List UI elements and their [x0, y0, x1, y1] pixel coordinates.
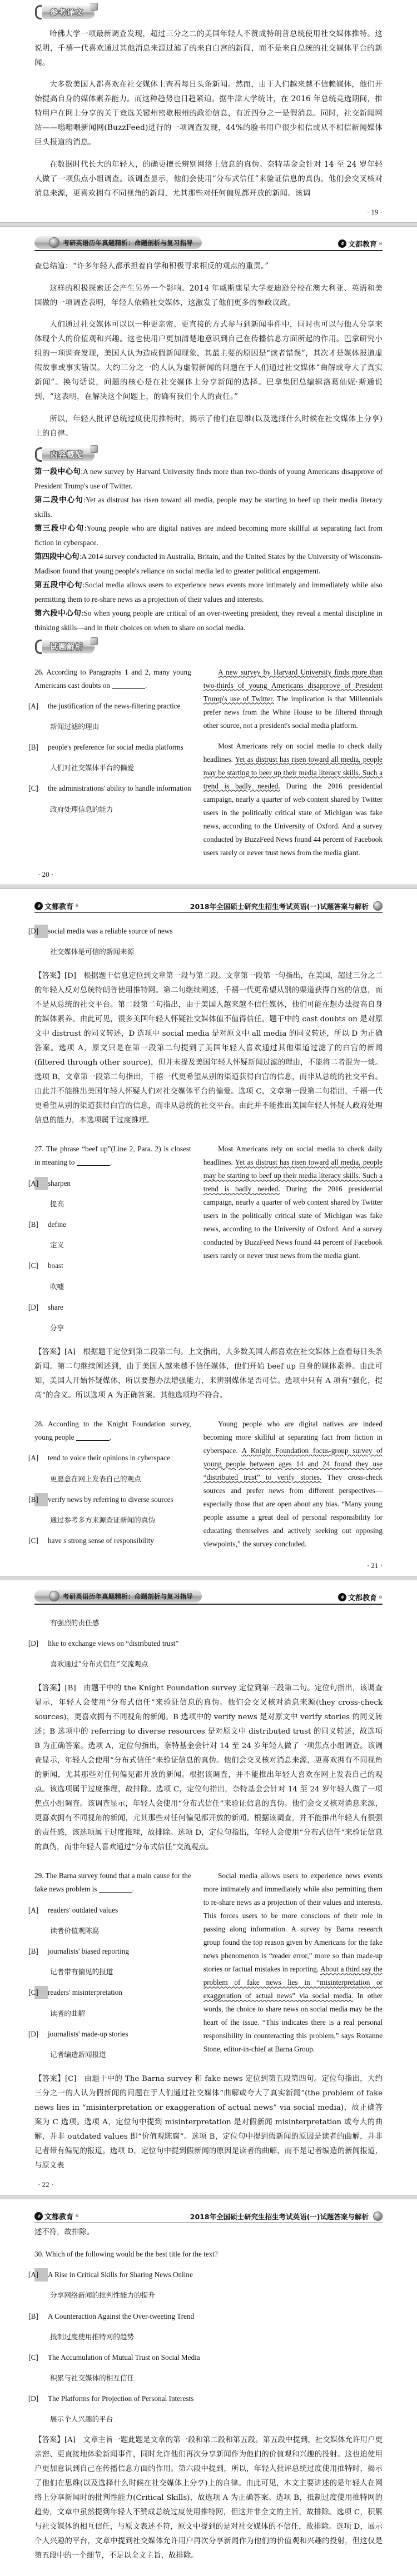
question-29-answer: 【答案】[C] 由题干中的 The Barna survey 和 fake news 定位到第五段第四句。定位句指出，大约三分之一的人认为假新闻的问题在于人们通过社交媒体“曲解或夸大了真实新闻”(the problem of fake news lies in “misinterpretation or exaggeration of actual news” via social media)，故正确答案为 C 选项。选项 A，定位句中提到 misinterpretation 是对假新闻 misinterpretation 或夸大的曲解，并非 outdated values 即“价值观陈腐”。选项 B，定位句中提到假新闻的原因是读者的曲解，并非记者带有偏见的报道。选项 D，定位句中提到假新闻的原因是读者的曲解，而不是记者编造的新闻报道，与原文表 — [34, 2074, 383, 2170]
option-text: boast — [48, 1261, 63, 1270]
running-head-rule — [34, 912, 383, 913]
option-d[interactable] — [28, 2392, 383, 2405]
question-28-stem-text: 28. According to the Knight Foundation survey, young people — [34, 1420, 191, 1442]
overview-item: 第五段中心句:Social media allows users to experience news events more intimately and immediately while also permitting them to re-share news as a projection of their values and interests. — [34, 581, 383, 604]
running-head-right — [0, 895, 417, 911]
question-28-right-column — [203, 1410, 383, 1558]
option-tag: [A] — [28, 1454, 39, 1462]
evidence-tail-text: They cross-check sources and prefer news from different perspectives—especially those that are open about any bias. “Many young people assume a great deal of personal responsibility for educating themselves and actively seeking out opposing viewpoints,” the survey concluded. — [203, 1473, 383, 1549]
option-a[interactable] — [28, 1904, 191, 1917]
evidence-tail-text: The implication is that Millennials prefer news from the White House to be filtered through other source, not a president's social media platform. — [203, 694, 383, 730]
option-text: tend to voice their opinions in cyberspace — [48, 1454, 170, 1462]
option-text: verify news by referring to diverse sources — [48, 1495, 173, 1504]
brand-name: 文都教育 — [44, 902, 74, 911]
option-b-translation: 通过参考多方来源查证新闻的真伪 — [50, 1515, 155, 1524]
question-27-answer: 【答案】[A] 根据题干定位到第二段第二句。上文指出，大多数美国人都喜欢在社交媒体上查看每日头条新闻。第二句继续阐述到，由于美国人越来越不信任媒体，他们开始 beef up 自身的媒体素养。由此可知，美国人开始怀疑媒体，所以要想办法增强能力，来辨别媒体是否可信。选项中只有 A 项有“强化，提高”的含义。所以选项 A 为正确答案。其他选项均不符合。 — [34, 1347, 383, 1400]
page-number-19: · 19 · — [366, 208, 383, 217]
option-d-translation: 展示个人兴趣的平台 — [50, 2415, 113, 2424]
option-c-translation: 吹嘘 — [50, 1282, 64, 1291]
banner-label: 试题解析 — [42, 640, 95, 653]
translation-paragraph-2: 大多数美国人都喜欢在社交媒体上查看每日头条新闻。然而，由于人们越来越不信赖媒体，他们开始提高自身的媒体素养能力。而这种趋势也日趋紧迫。据牛津大学统计，在 2016 年总统竞选期间，推特用户在网上分享的关于竞选关键州密歇根州的政治信息，有近四分之一是假消息。同时，社交新闻网站——嗡嗡喂新闻网(BuzzFeed)进行的一项调查发现，44%的脸书用户很少相信或从不相信新闻媒体巨头报道的消息。 — [34, 80, 383, 147]
evidence-paragraph — [203, 1869, 383, 2056]
option-b[interactable] — [28, 741, 191, 754]
brand-name: 文都教育 — [348, 241, 377, 249]
option-tag: [C] — [28, 784, 38, 793]
stem-period: . — [132, 1885, 135, 1894]
option-tag: [C] — [34, 1986, 48, 1999]
option-text: readers' misinterpretation — [48, 1988, 122, 1997]
option-d-translation: 喜欢通过“分布式信任”交流观点 — [50, 1660, 148, 1669]
option-d-translation: 分享 — [50, 1323, 64, 1332]
banner-content-overview — [34, 448, 383, 461]
page-19 — [0, 0, 417, 222]
brand-registered-mark: ® — [379, 241, 383, 246]
overview-label: 第二段中心句 — [34, 496, 84, 505]
option-tag: [D] — [28, 2394, 39, 2403]
option-c-translation: 政府处理信息的能力 — [50, 805, 113, 813]
running-head-rule — [34, 250, 383, 251]
page-23 — [0, 2199, 417, 2576]
running-head-title: 考研英语历年真题精析：命题剖析与复习指导 — [63, 1592, 193, 1600]
option-tag: [B] — [34, 1493, 48, 1506]
option-b[interactable] — [28, 1218, 191, 1231]
answer-blank[interactable] — [99, 1892, 132, 1893]
question-29-left-column — [28, 1862, 191, 2068]
banner-question-analysis — [34, 640, 383, 653]
evidence-wavy-text: Yet as distrust has risen toward all media, people may be starting to beer up their media literacy skills. Such a trend is badly needed. — [203, 755, 383, 790]
evidence-paragraph-2 — [203, 740, 383, 860]
brand-mark-icon: ⌽ — [338, 239, 346, 248]
option-tag: [C] — [28, 1261, 38, 1270]
overview-label: 第四段中心句 — [34, 552, 80, 562]
option-c[interactable] — [28, 1534, 191, 1547]
seal-icon — [373, 901, 383, 911]
answer-blank[interactable] — [112, 688, 145, 689]
evidence-tail-text: During the 2016 presidential campaign, nearly a quarter of web content shared by Twitter users in the politically critical state of Michigan was fake news, according to the University of Oxford. And a survey conducted by BuzzFeed News found 44 percent of Facebook users rarely or never trust news from the media giant. — [203, 781, 383, 857]
option-tag: [A] — [28, 1905, 39, 1914]
brand-mark-icon: ⌽ — [34, 2212, 43, 2220]
translation-paragraph-continued: 查总结道：“许多年轻人都承担着自学和积极寻求相反的观点的重责。” — [34, 261, 269, 271]
question-26 — [28, 658, 383, 867]
option-tag: [D] — [34, 925, 48, 938]
option-a-translation: 提高 — [50, 1199, 64, 1208]
overview-text: A new survey by Harvard University finds more than two-thirds of young Americans disapprove of President Trump's use of Twitter. — [34, 467, 383, 491]
brand-mark-icon: ⌽ — [338, 1593, 346, 1601]
banner-label: 内容概览 — [42, 448, 95, 461]
option-tag: [B] — [28, 1947, 38, 1956]
question-30-stem: 30. Which of the following would be the best title for the text? — [34, 2249, 218, 2258]
stem-period: . — [109, 1433, 112, 1442]
question-28-left-column-continued — [28, 1609, 191, 1678]
evidence-paragraph — [203, 1142, 383, 1262]
question-28-answer: 【答案】[B] 由题干中的 the Knight Foundation survey 定位到第三段第二句。定位句指出，该调查显示，年轻人会使用“分布式信任”来验证信息的真伪。他们会交叉核对消息来源(they cross-check sources)，更喜欢拥有不同视角的新闻。B 选项中的 verify news 是对原文中 verify stories 的同义转述；B 选项中的 referring to diverse resources 是对原文中 distributed trust 的同义转述，故选项 B 为正确答案。选项 A，定位句指出，奈特基金会针对 14 至 24 岁年轻人做了一项焦点小组调查。该调查显示，年轻人会使用“分布式信任”来验证信息的真伪。他们会交叉核对消息来源，更喜欢拥有不同视角的新闻，尤其那些对任何偏见都开放的新闻。根据该调查，并不能推出年轻人喜欢在网上发表自己的观点。该选项属于过度推理，故排除。选项 C，定位句指出，奈特基金会针对 14 至 24 岁年轻人做了一项焦点小组调查。该调查显示，年轻人会使用“分布式信任”来验证信息的真伪。他们会交叉核对消息来源，更喜欢拥有不同视角的新闻，尤其那些对任何偏见都开放的新闻。根据该调查，并不能推出年轻人有很强的责任感，该选项属于过度推理，故排除。选项 D，定位句指出，年轻人会使用“分布式信任”来验证信息的真伪，而非年轻人喜欢通过“分布式信任”交流观点。 — [34, 1684, 383, 1851]
page-gap — [0, 1576, 417, 1580]
option-text: The Accumulation of Mutual Trust on Social Media — [48, 2353, 200, 2362]
running-head-title: 考研英语历年真题精析：命题剖析与复习指导 — [63, 238, 193, 247]
page-21 — [0, 889, 417, 1576]
option-d-translation: 社交媒体是可信的新闻来源 — [50, 947, 135, 956]
option-text: sharpen — [48, 1179, 71, 1187]
evidence-wavy-text: Yet as distrust has risen toward all media, people may be starting to beef up their media literacy skills. Such a trend is badly needed. — [203, 1158, 383, 1194]
option-tag: [D] — [28, 1302, 39, 1311]
option-tag: [A] — [34, 1177, 48, 1190]
option-tag: [B] — [28, 743, 38, 752]
option-b-translation: 记者带有偏见的报道 — [50, 1968, 113, 1976]
question-26-continued — [28, 917, 383, 966]
translation-paragraph-6: 所以，年轻人批评总统过度使用推特时，揭示了他们在思维(以及选择什么时候在社交媒体上分享)上的自律。 — [34, 414, 383, 438]
page-gap — [0, 222, 417, 227]
brand-name: 文都教育 — [44, 2213, 74, 2221]
brand-logo — [34, 2211, 79, 2221]
overview-item: 第一段中心句:A new survey by Harvard University finds more than two-thirds of young Americans disapprove of President Trump's use of Twitter. — [34, 467, 383, 491]
overview-label: 第六段中心句 — [34, 609, 82, 618]
evidence-tail-text: In other words, the choice to share news on social media may be the heart of the issue. “This indicates there is a real personal responsibility in counteracting this problem,” says Roxanne Stone, editor-in-chief at Barna Group. — [203, 1991, 383, 2054]
brand-registered-mark: ® — [75, 903, 80, 908]
running-head-title: 2018年全国硕士研究生招生考试英语(一)试题答案与解析 — [190, 902, 369, 911]
overview-label: 第一段中心句 — [34, 467, 81, 477]
overview-text: So when young people are critical of an over-tweeting president, they reveal a mental discipline in thinking skills—and in their choices on when to share on social media. — [34, 609, 383, 632]
option-tag: [C] — [28, 1536, 38, 1545]
option-tag: [A] — [28, 701, 39, 710]
evidence-wavy-text: A Knight Foundation focus-group survey of young people between ages 14 and 24 found they use “distributed trust” to verify stories. — [203, 1446, 383, 1482]
running-head-title: 2018年全国硕士研究生招生考试英语(一)试题答案与解析 — [190, 2212, 369, 2221]
running-head-left — [0, 1586, 417, 1602]
option-c-translation: 有强烈的责任感 — [50, 1618, 100, 1627]
option-text: social media was a reliable source of news — [48, 927, 173, 936]
question-27-right-column — [203, 1135, 383, 1341]
overview-text: A 2014 survey conducted in Australia, Britain, and the United States by the University of Wisconsin-Madison found that young people's reliance on social media led to greater political engagement. — [34, 552, 383, 576]
overview-item: 第二段中心句:Yet as distrust has risen toward all media, people may be starting to beef up their media literacy skills. — [34, 496, 383, 519]
question-28-left-column — [28, 1410, 191, 1558]
page-number-20: · 20 · — [38, 870, 54, 878]
question-27-stem — [34, 1142, 191, 1169]
question-29-right-column — [203, 1862, 383, 2068]
option-text: A Counteraction Against the Over-tweeting Trend — [48, 2312, 195, 2320]
question-28-right-column-continued — [203, 1609, 383, 1678]
option-d[interactable] — [28, 925, 191, 938]
evidence-head-text: Most Americans rely on social media to check daily headlines. — [203, 1145, 383, 1167]
running-head-right-group — [190, 2211, 383, 2221]
option-tag: [D] — [28, 1639, 39, 1648]
answer-blank[interactable] — [77, 1165, 110, 1166]
translation-paragraph-3: 在数据时代长大的年轻人，的确更擅长辨别网络上信息的真伪。奈特基金会针对 14 至 24 岁年轻人做了一项焦点小组调查。该调查显示，他们会使用“分布式信任”来验证信息的真伪。他们会交叉核对消息来源，更喜欢拥有不同视角的新闻，尤其那些对任何偏见都开放的新闻。该调 — [34, 159, 383, 198]
option-text: readers' outdated values — [48, 1905, 118, 1914]
option-text: journalists' biased reporting — [48, 1947, 129, 1956]
option-text: define — [48, 1220, 66, 1229]
brand-mark-icon: ⌽ — [34, 902, 43, 910]
option-c-translation: 读者的曲解 — [50, 2009, 85, 2018]
option-c[interactable] — [28, 1986, 191, 1999]
question-28-stem — [34, 1417, 191, 1444]
option-tag: [B] — [28, 1220, 38, 1229]
option-a[interactable] — [28, 2268, 383, 2282]
page-number-22: · 22 · — [38, 2180, 54, 2189]
brand-logo — [34, 901, 79, 911]
question-26-left-column-continued — [28, 917, 191, 966]
option-a-translation: 读者价值观陈腐 — [50, 1926, 100, 1935]
running-head-title-pill — [34, 1590, 202, 1602]
answer-blank[interactable] — [76, 1440, 110, 1441]
overview-text: Social media allows users to experience news events more intimately and immediately while also permitting them to re-share news as a projection of their values and interests. — [34, 581, 383, 604]
option-b[interactable] — [28, 1493, 191, 1506]
option-text: people's preference for social media platforms — [48, 743, 183, 752]
option-tag: [B] — [28, 2312, 38, 2320]
question-28 — [28, 1410, 383, 1558]
option-text: like to exchange views on “distributed trust” — [48, 1639, 179, 1648]
translation-paragraph-5: 人们通过社交媒体可以以一种更亲密、更直接的方式参与到新闻事件中，同时也可以与他人分享来体现个人的价值观和兴趣。这也使用户更加清楚地意识到自己在传播信息方面所起的作用。巴拿研究小组的一项调查发现，美国人认为造成假新闻现象，其最主要的原因是“读者错误”，其次才是媒体报道虚假故事或事实错误。大约三分之一的人认为虚假新闻的问题在于人们通过社交媒体“曲解或夸大了真实新闻”。换句话说，问题的核心是在社交媒体上分享新闻的选择。巴拿集团总编辑洛葛仙妮·斯通说到，“这表明，在解决这个问题上，的确有我们个人的责任。” — [34, 320, 383, 402]
overview-label: 第五段中心句 — [34, 581, 83, 590]
option-tag: [D] — [28, 2029, 39, 2038]
question-26-right-column-continued — [203, 917, 383, 966]
page-gap — [0, 2195, 417, 2199]
option-text: share — [48, 1302, 63, 1311]
running-head-right-group — [190, 901, 383, 911]
option-text: have s strong sense of responsibility — [48, 1536, 154, 1545]
seal-icon — [373, 2211, 383, 2221]
option-b-translation: 人们对社交媒体平台的偏爱 — [50, 763, 135, 772]
question-29-answer-continued: 述不符，故排除。 — [34, 2228, 95, 2236]
option-c[interactable] — [28, 1259, 191, 1272]
question-29 — [28, 1862, 383, 2068]
running-head-left — [0, 232, 417, 249]
option-text: journalists' made-up stories — [48, 2029, 128, 2038]
banner-reference-translation — [34, 6, 383, 19]
evidence-paragraph-1 — [203, 666, 383, 732]
option-a-translation: 更愿意在网上发表自己的观点 — [50, 1474, 141, 1483]
question-26-stem — [34, 666, 191, 692]
overview-text: Yet as distrust has risen toward all media, people may be starting to beef up their media literacy skills. — [34, 496, 383, 519]
option-b[interactable] — [28, 1945, 191, 1958]
option-d[interactable] — [28, 1637, 191, 1650]
question-26-left-column — [28, 658, 191, 867]
question-27-left-column — [28, 1135, 191, 1341]
evidence-wavy-text: About a third say the problem of fake news lies in “misinterpretation or exaggeration of actual news” via social media. — [203, 1965, 383, 2000]
page-22 — [0, 1580, 417, 2195]
running-head-title-pill — [34, 236, 202, 249]
translation-paragraph-4: 这样的积极探索还会产生另外一个影响。2014 年威斯康星大学麦迪逊分校在澳大利亚、英语和美国做的一项调查表明，年轻人依赖社交媒体，这激发了他们更多的参政议政。 — [34, 283, 383, 307]
option-a-translation: 分享网络新闻的批判性能力的提升 — [50, 2291, 155, 2300]
question-27 — [28, 1135, 383, 1341]
evidence-tail-text: During the 2016 presidential campaign, nearly a quarter of web content shared by Twitter users in the politically critical state of Michigan was fake news, according to the University of Oxford. And a survey conducted by BuzzFeed News found 44 percent of Facebook users rarely or never trust news from the media giant. — [203, 1185, 383, 1260]
option-d[interactable] — [28, 2028, 191, 2041]
option-d-translation: 记者编造新闻报道 — [50, 2050, 106, 2059]
option-text: the justification of the news-filtering practice — [48, 701, 181, 710]
overview-item: 第三段中心句:Young people who are digital natives are indeed becoming more skillful at separating fact from fiction in cyberspace. — [34, 524, 383, 547]
question-26-stem-text: 26. According to Paragraphs 1 and 2, many young Americans cast doubts on — [34, 667, 191, 690]
question-29-stem-text: 29. The Barna survey found that a main cause for the fake news problem is — [34, 1871, 191, 1894]
option-c[interactable] — [28, 2351, 383, 2364]
banner-label: 参考译文 — [42, 6, 95, 19]
evidence-head-text: Young people who are digital natives are indeed becoming more skillful at separating fact from fiction in cyberspace. — [203, 1420, 383, 1455]
option-b-translation: 抵制过度使用推特网的趋势 — [50, 2332, 135, 2341]
question-27-stem-text: 27. The phrase “beef up”(Line 2, Para. 2) is closest in meaning to — [34, 1145, 191, 1167]
stem-period: . — [110, 1158, 112, 1167]
option-b-translation: 定义 — [50, 1241, 64, 1250]
brand-registered-mark: ® — [379, 1595, 383, 1600]
seal-icon — [49, 1591, 59, 1601]
option-c[interactable] — [28, 782, 191, 795]
evidence-head-text: Most Americans rely on social media to check daily headlines. — [203, 741, 383, 763]
option-a[interactable] — [28, 700, 191, 713]
option-c-translation: 积累与社交媒体的相互信任 — [50, 2374, 135, 2383]
overview-item: 第四段中心句:A 2014 survey conducted in Australia, Britain, and the United States by the University of Wisconsin-Madison found that young people's reliance on social media led to greater political engagement. — [34, 552, 383, 576]
page-gap — [0, 885, 417, 889]
option-a[interactable] — [28, 1177, 191, 1190]
option-tag: [C] — [28, 2353, 38, 2362]
option-text: the administrations' ability to handle information — [48, 784, 191, 793]
question-26-answer: 【答案】[D] 根据题干信息定位到文章第一段与第二段。文章第一段第一句指出，在美国，超过三分之二的年轻人反对总统特朗普使用推特网。第二句继续阐述，千禧一代更希望从别的渠道获得白宫的信息，而不是从总统的社交平台。第二段第二句指出，由于美国人越来越不信任媒体，他们可能在想办法提高自身的媒体素养。由此可见，很多美国年轻人怀疑社交媒体值不值得信任。题干中的 cast doubts on 是对原文中 distrust 的同义转述，D 选项中 social media 是对原文中 all media 的同义转述，所以 D 为正确答案。选项 A，原文只是在第一段第二句提到了美国年轻人喜欢通过其他渠道过滤了的白宫的新闻(filtered through other source)，但并未提及美国年轻人怀疑新闻过滤的理由，不能将二者混为一谈。选项 B，文章第一段第二句指出，千禧一代更希望从别的渠道获得白宫的信息，而非从总统的社交平台。由此并不能推出美国年轻人怀疑人们对社交媒体平台的偏爱。选项 C，文章第一段第二句指出，千禧一代更希望从别的渠道获得白宫的信息，而非从总统的社交平台。由此并不能推出美国年轻人怀疑人政府处理信息的能力，本选项属于过度推理。 — [34, 971, 383, 1125]
running-head-rule — [34, 1604, 383, 1605]
page-number-21: · 21 · — [366, 1561, 383, 1570]
translation-paragraph-1: 哈佛大学一项最新调查发现，超过三分之二的美国年轻人不赞成特朗普总统使用社交媒体推特。这说明，千禧一代喜欢通过其他消息来源过滤了的来自白宫的新闻，而不是来自总统的社交媒体平台的新闻。 — [34, 29, 383, 67]
question-26-right-column — [203, 658, 383, 867]
option-a[interactable] — [28, 1451, 191, 1465]
overview-item: 第六段中心句:So when young people are critical of an over-tweeting president, they reveal a mental discipline in thinking skills—and in their choices on when to share on social media. — [34, 609, 383, 632]
option-text: The Platforms for Projection of Personal Interests — [48, 2394, 194, 2403]
brand-logo — [338, 238, 383, 249]
question-28-continued — [28, 1609, 383, 1678]
option-d[interactable] — [28, 1301, 191, 1314]
overview-text: Young people who are digital natives are indeed becoming more skillful at separating fact from fiction in cyberspace. — [34, 524, 383, 547]
running-head-right — [0, 2205, 417, 2221]
brand-name: 文都教育 — [348, 1594, 377, 1603]
option-tag: [A] — [34, 2268, 48, 2282]
evidence-wavy-text: A new survey by Harvard University finds more than two-thirds of young Americans disapprove of President Trump's use of Twitter. — [203, 667, 383, 703]
option-a-translation: 新闻过滤的理由 — [50, 722, 100, 731]
stem-period: . — [145, 681, 147, 690]
seal-icon — [49, 237, 59, 248]
evidence-paragraph — [203, 1417, 383, 1551]
overview-label: 第三段中心句 — [34, 524, 85, 533]
option-b[interactable] — [28, 2310, 383, 2323]
brand-logo — [338, 1592, 383, 1602]
brand-registered-mark: ® — [75, 2214, 80, 2219]
question-30-answer: 【答案】[A] 文章主旨一题此题是文章的第一段和第二段和第五段。第五段中提到，社交媒体允许用户更亲密、更直接地体验新闻事件，同时允许他们再次分享新闻作为他们的价值观和兴趣的投射。这也迫使用户更加意识到自己在传播信息方面的作用。第六段中提到，所以，年轻人批评总统过度使用推特时，揭示了他们在思维(以及选择什么时候在社交媒体上分享)上的自律。由此可见，本文主要讲述的是年轻人在网络上分享新闻时的批判性能力(Critical Skills)，故选项 A 为正确答案。选项 B，抵制过度使用推特网的趋势，文章中虽然提到年轻人不赞成总统过度使用推特网，但这并非全文的主旨，故排除。选项 C，积累与社交媒体的相互信任，与原文表述不符，原文中提到的是对社交媒体的不信任，故排除。选项 D，展示个人兴趣的平台，文章中提到社交媒体允许用户再次分享新闻作为他们的价值观和兴趣的投射，但这仅是第五段中的一个细节，不足以全文主旨，故排除。 — [34, 2436, 383, 2560]
question-29-stem — [34, 1869, 191, 1896]
page-20 — [0, 227, 417, 885]
evidence-head-text: Social media allows users to experience news events more intimately and immediately while also permitting them to re-share news as a projection of their values and interests. This forces users to be more conscious of their role in passing along information. A survey by Barna research group found the top reason given by Americans for the fake news phenomenon is “reader error,” more so than made-up stories or factual mistakes in reporting. — [203, 1871, 383, 1974]
option-text: A Rise in Critical Skills for Sharing News Online — [48, 2270, 193, 2279]
